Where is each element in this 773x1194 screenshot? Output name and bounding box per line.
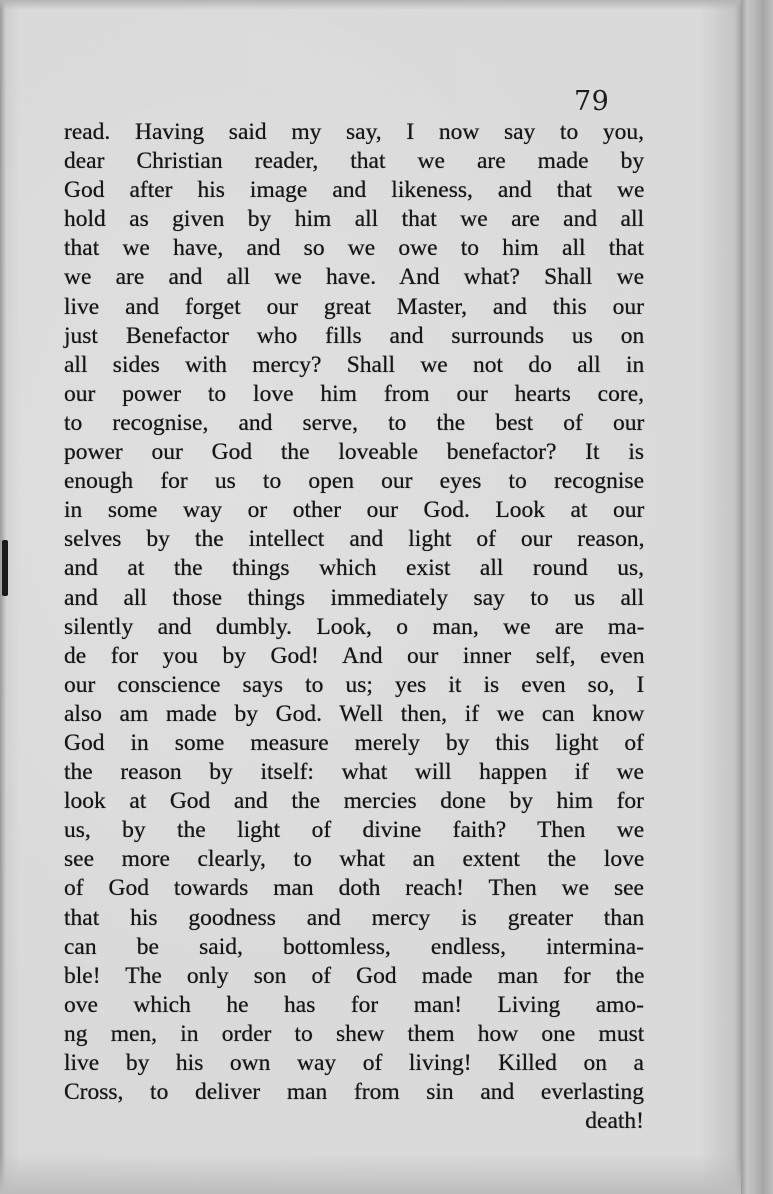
text-line: enough for us to open our eyes to recognise xyxy=(64,468,644,495)
text-line: that we have, and so we owe to him all that xyxy=(64,235,644,262)
text-line: silently and dumbly. Look, o man, we are ma- xyxy=(64,613,645,640)
text-line: in some way or other our God. Look at our xyxy=(64,497,645,524)
text-line: selves by the intellect and light of our reason, xyxy=(64,526,645,553)
text-line: the reason by itself: what will happen if we xyxy=(64,759,644,786)
text-line: read. Having said my say, I now say to you, xyxy=(64,119,644,145)
text-line: power our God the loveable benefactor? It is xyxy=(64,439,644,466)
text-line: to recognise, and serve, to the best of our xyxy=(64,409,645,436)
text-line: ng men, in order to shew them how one must xyxy=(64,1020,645,1047)
body-text xyxy=(64,118,644,1136)
text-line: see more clearly, to what an extent the love xyxy=(64,846,645,873)
text-line: also am made by God. Well then, if we can know xyxy=(64,700,645,727)
text-line: we are and all we have. And what? Shall we xyxy=(64,264,645,291)
page-top-shadow xyxy=(0,0,773,10)
text-line: our power to love him from our hearts core, xyxy=(64,380,644,407)
text-line: of God towards man doth reach! Then we see xyxy=(64,875,644,902)
text-line: our conscience says to us; yes it is even so, I xyxy=(64,671,645,698)
text-line: and all those things immediately say to us all xyxy=(64,584,644,611)
text-line: and at the things which exist all round us, xyxy=(64,555,644,582)
text-line: God in some measure merely by this light of xyxy=(64,729,645,756)
text-line: hold as given by him all that we are and all xyxy=(64,206,644,233)
text-line: just Benefactor who fills and surrounds us on xyxy=(64,322,645,349)
text-line: live and forget our great Master, and this our xyxy=(64,293,644,320)
text-line: ove which he has for man! Living amo- xyxy=(64,991,644,1018)
text-line: look at God and the mercies done by him for xyxy=(64,788,644,815)
text-line: that his goodness and mercy is greater than xyxy=(64,904,645,931)
text-line: can be said, bottomless, endless, intermina- xyxy=(64,933,644,960)
text-line: all sides with mercy? Shall we not do all in xyxy=(64,351,645,378)
text-line-final: death! xyxy=(585,1108,644,1135)
page-number: 79 xyxy=(574,86,610,117)
page-bottom-shadow xyxy=(0,1154,773,1194)
text-line: dear Christian reader, that we are made by xyxy=(64,148,645,175)
text-line: live by his own way of living! Killed on a xyxy=(64,1050,644,1076)
binding-edge xyxy=(0,0,6,1194)
text-line: God after his image and likeness, and that we xyxy=(64,177,645,204)
text-line: de for you by God! And our inner self, even xyxy=(64,642,645,669)
text-line: Cross, to deliver man from sin and everlasting xyxy=(64,1079,644,1106)
text-line: ble! The only son of God made man for the xyxy=(64,962,645,989)
margin-ink-mark xyxy=(2,540,8,596)
page-edge-stack xyxy=(741,0,773,1194)
text-line: us, by the light of divine faith? Then we xyxy=(64,817,645,844)
